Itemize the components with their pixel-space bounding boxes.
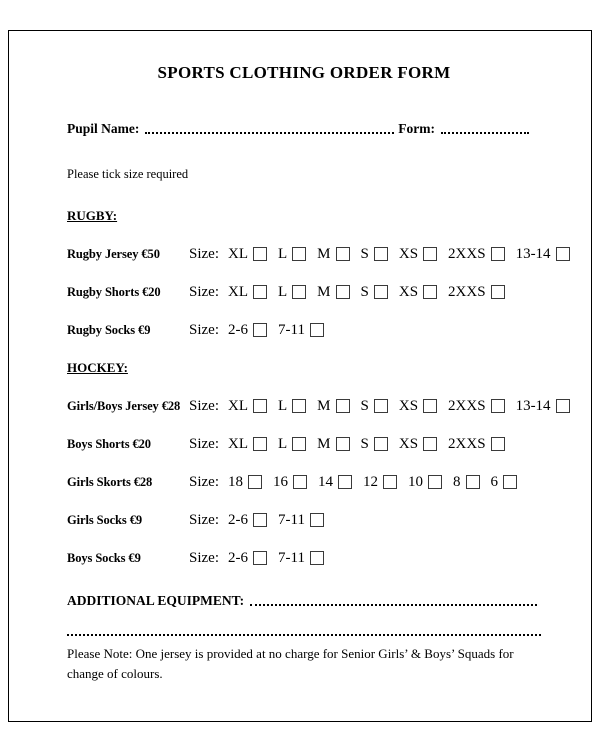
size-option-label: 2-6	[228, 322, 248, 338]
size-option	[278, 550, 324, 567]
form-label: Form:	[398, 121, 435, 136]
size-option-label: 2-6	[228, 550, 248, 566]
size-option-label: 13-14	[515, 246, 551, 262]
size-option	[516, 246, 570, 263]
instruction-text: Please tick size required	[67, 167, 189, 181]
order-sections	[67, 208, 551, 567]
order-form-page	[8, 30, 592, 722]
order-item-row	[67, 550, 541, 567]
size-option-label: 14	[318, 474, 333, 490]
size-checkbox[interactable]	[374, 399, 388, 413]
pupil-name-row	[67, 121, 541, 137]
size-checkbox[interactable]	[374, 247, 388, 261]
size-label: Size:	[189, 474, 219, 490]
section-heading: RUGBY:	[67, 208, 118, 223]
item-label: Girls Socks €9	[67, 513, 142, 527]
size-checkbox[interactable]	[336, 437, 350, 451]
order-item-row	[67, 512, 541, 529]
size-option	[399, 436, 437, 453]
note-body: One jersey is provided at no charge for Senior Girls’ & Boys’ Squads for change of colours.	[67, 646, 514, 682]
item-label: Rugby Socks €9	[67, 323, 151, 337]
size-option	[516, 398, 570, 415]
size-option-label: S	[360, 284, 369, 300]
item-label: Girls/Boys Jersey €28	[67, 399, 181, 413]
size-checkbox[interactable]	[310, 513, 324, 527]
size-label: Size:	[189, 322, 219, 338]
size-checkbox[interactable]	[336, 247, 350, 261]
size-option	[228, 512, 267, 529]
size-checkbox[interactable]	[491, 399, 505, 413]
size-option-label: XL	[228, 436, 248, 452]
size-checkbox[interactable]	[336, 399, 350, 413]
size-option	[361, 398, 388, 415]
size-option	[448, 246, 505, 263]
size-option	[399, 398, 437, 415]
size-option	[228, 474, 262, 491]
size-option	[278, 284, 306, 301]
size-checkbox[interactable]	[310, 323, 324, 337]
size-option	[317, 398, 349, 415]
size-checkbox[interactable]	[383, 475, 397, 489]
size-option	[228, 398, 267, 415]
size-option-label: M	[317, 246, 331, 262]
size-option	[228, 284, 267, 301]
size-checkbox[interactable]	[491, 247, 505, 261]
size-option-label: S	[360, 398, 369, 414]
item-label: Rugby Jersey €50	[67, 247, 160, 261]
size-option	[361, 436, 388, 453]
size-option-label: 2XXS	[448, 398, 486, 414]
size-checkbox[interactable]	[338, 475, 352, 489]
form-input[interactable]	[441, 129, 529, 134]
size-checkbox[interactable]	[491, 437, 505, 451]
size-checkbox[interactable]	[253, 247, 267, 261]
size-option-label: 8	[453, 474, 461, 490]
size-option	[318, 474, 352, 491]
page-title: SPORTS CLOTHING ORDER FORM	[157, 63, 451, 82]
size-label: Size:	[189, 550, 219, 566]
size-checkbox[interactable]	[423, 285, 437, 299]
size-option-label: 10	[408, 474, 423, 490]
additional-equipment-row	[67, 593, 541, 609]
size-option-label: L	[278, 398, 288, 414]
size-option	[317, 284, 349, 301]
size-checkbox[interactable]	[253, 399, 267, 413]
additional-equipment-input-line2[interactable]	[67, 631, 541, 636]
order-item-row	[67, 322, 541, 339]
size-checkbox[interactable]	[253, 551, 267, 565]
size-checkbox[interactable]	[423, 399, 437, 413]
size-option-label: 18	[228, 474, 243, 490]
size-option	[228, 550, 267, 567]
size-checkbox[interactable]	[374, 437, 388, 451]
size-option	[448, 436, 505, 453]
size-option	[399, 284, 437, 301]
size-option	[448, 398, 505, 415]
size-option	[278, 246, 306, 263]
size-option-label: L	[278, 436, 288, 452]
size-option-label: XL	[228, 284, 248, 300]
order-item-row	[67, 246, 551, 263]
item-label: Boys Shorts €20	[67, 437, 151, 451]
section-heading: HOCKEY:	[67, 360, 128, 375]
size-option-label: 7-11	[278, 512, 305, 528]
size-option-label: XL	[228, 398, 248, 414]
pupil-name-input[interactable]	[145, 129, 394, 134]
size-option	[317, 436, 349, 453]
size-checkbox[interactable]	[556, 399, 570, 413]
size-checkbox[interactable]	[310, 551, 324, 565]
size-checkbox[interactable]	[253, 437, 267, 451]
item-label: Rugby Shorts €20	[67, 285, 161, 299]
size-checkbox[interactable]	[423, 437, 437, 451]
pupil-name-label: Pupil Name:	[67, 121, 140, 136]
size-label: Size:	[189, 246, 219, 262]
note-text	[67, 644, 541, 684]
size-checkbox[interactable]	[466, 475, 480, 489]
note-label: Please Note:	[67, 646, 133, 661]
size-option-label: M	[317, 436, 331, 452]
size-option-label: 7-11	[278, 322, 305, 338]
order-section	[67, 360, 551, 567]
size-checkbox[interactable]	[253, 323, 267, 337]
order-item-row	[67, 284, 541, 301]
size-option	[363, 474, 397, 491]
size-checkbox[interactable]	[423, 247, 437, 261]
size-option-label: XS	[398, 246, 419, 262]
size-checkbox[interactable]	[293, 475, 307, 489]
size-option	[278, 322, 324, 339]
additional-equipment-label: ADDITIONAL EQUIPMENT:	[67, 593, 245, 608]
size-option-label: 2-6	[228, 512, 248, 528]
size-option	[278, 436, 306, 453]
size-checkbox[interactable]	[503, 475, 517, 489]
size-option-label: 2XXS	[448, 246, 486, 262]
size-option	[448, 284, 505, 301]
size-checkbox[interactable]	[292, 285, 306, 299]
size-option	[491, 474, 518, 491]
size-option-label: 2XXS	[448, 284, 486, 300]
item-label: Boys Socks €9	[67, 551, 141, 565]
size-checkbox[interactable]	[292, 247, 306, 261]
size-checkbox[interactable]	[556, 247, 570, 261]
size-option-label: S	[360, 246, 369, 262]
size-option-label: M	[317, 398, 331, 414]
size-option-label: XS	[398, 284, 419, 300]
item-label: Girls Skorts €28	[67, 475, 153, 489]
size-option	[278, 398, 306, 415]
size-option	[273, 474, 307, 491]
size-option	[228, 436, 267, 453]
size-label: Size:	[189, 398, 219, 414]
size-option	[278, 512, 324, 529]
size-checkbox[interactable]	[253, 285, 267, 299]
size-option	[408, 474, 442, 491]
size-option-label: 12	[363, 474, 378, 490]
size-option	[361, 246, 388, 263]
size-option-label: 6	[490, 474, 498, 490]
size-option-label: L	[278, 284, 288, 300]
size-option-label: 13-14	[515, 398, 551, 414]
order-section	[67, 208, 551, 339]
size-checkbox[interactable]	[253, 513, 267, 527]
size-option	[453, 474, 480, 491]
order-item-row	[67, 436, 541, 453]
size-checkbox[interactable]	[292, 437, 306, 451]
order-item-row	[67, 398, 551, 415]
size-option-label: S	[360, 436, 369, 452]
size-option-label: 7-11	[278, 550, 305, 566]
size-option	[317, 246, 349, 263]
size-option-label: XS	[398, 398, 419, 414]
size-checkbox[interactable]	[491, 285, 505, 299]
order-item-row	[67, 474, 541, 491]
size-option-label: XS	[398, 436, 419, 452]
size-option	[361, 284, 388, 301]
size-option	[228, 322, 267, 339]
size-option-label: 2XXS	[448, 436, 486, 452]
size-checkbox[interactable]	[336, 285, 350, 299]
size-checkbox[interactable]	[374, 285, 388, 299]
size-label: Size:	[189, 284, 219, 300]
size-option-label: L	[278, 246, 288, 262]
size-option	[399, 246, 437, 263]
size-checkbox[interactable]	[292, 399, 306, 413]
size-checkbox[interactable]	[428, 475, 442, 489]
size-option-label: M	[317, 284, 331, 300]
size-option	[228, 246, 267, 263]
size-option-label: 16	[273, 474, 288, 490]
size-option-label: XL	[228, 246, 248, 262]
size-label: Size:	[189, 512, 219, 528]
additional-equipment-input[interactable]	[250, 601, 537, 606]
size-label: Size:	[189, 436, 219, 452]
size-checkbox[interactable]	[248, 475, 262, 489]
